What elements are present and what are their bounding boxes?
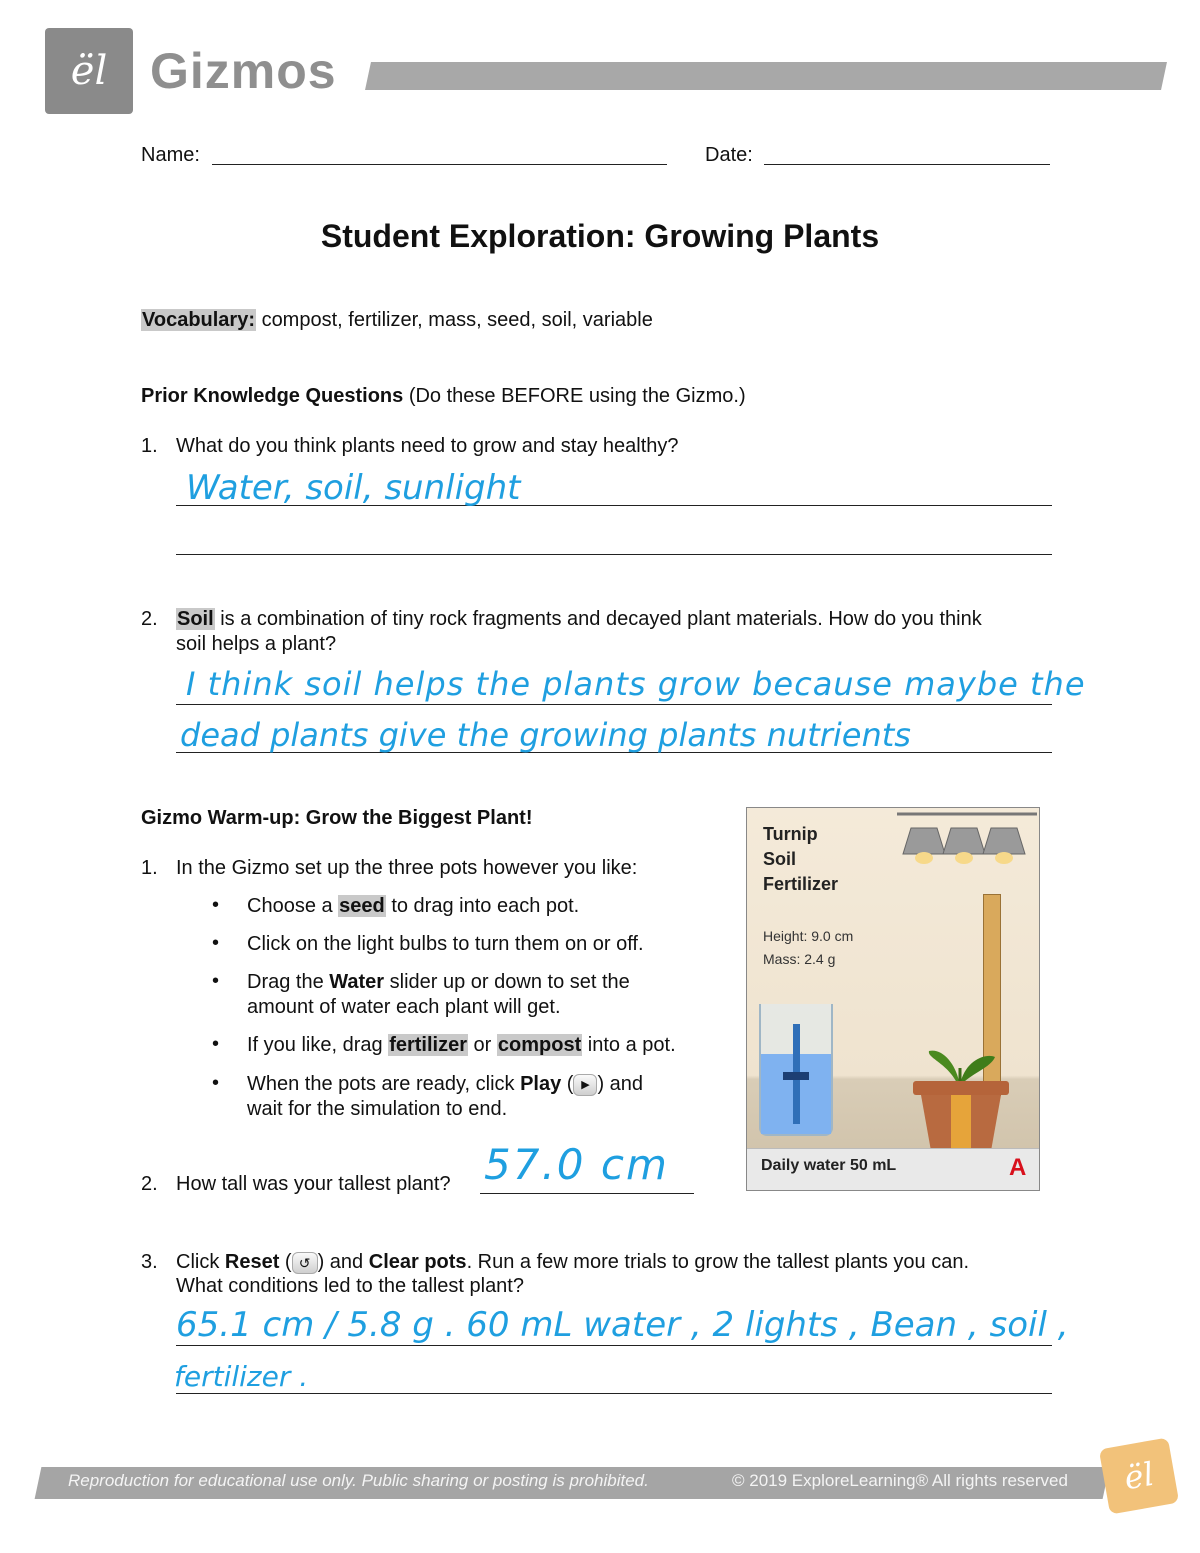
bullet-4-text: If you like, drag [247, 1034, 389, 1056]
q3-handwritten-answer-2: fertilizer . [174, 1360, 309, 1393]
pot-letter: A [1009, 1154, 1027, 1181]
q1-answer-line-2[interactable] [176, 554, 1052, 555]
q3-paren-open: ( [279, 1251, 292, 1273]
clear-pots-term: Clear pots [368, 1251, 467, 1273]
daily-water-label: Daily water [761, 1157, 846, 1174]
q2-handwritten-answer-1: I think soil helps the plants grow because maybe the [186, 665, 1086, 703]
bullet-icon: • [212, 1033, 220, 1055]
bullet-1-text-end: to drag into each pot. [385, 895, 580, 917]
q2-answer-line-1[interactable] [176, 704, 1052, 705]
vocabulary-label: Vocabulary: [142, 309, 255, 331]
brand-name: Gizmos [150, 43, 337, 99]
water-slider-handle[interactable] [783, 1072, 809, 1080]
play-icon: ▶ [573, 1074, 597, 1096]
warmup-q3-text [176, 1250, 969, 1275]
q3-answer-line-1[interactable] [176, 1345, 1052, 1346]
warmup-q2-number: 2. [141, 1173, 158, 1195]
bullet-4 [247, 1033, 676, 1058]
warmup-q1-text: In the Gizmo set up the three pots however you like: [176, 857, 638, 879]
bullet-icon: • [212, 1072, 220, 1094]
header-bar [365, 62, 1167, 90]
sim-additive-label: Fertilizer [763, 874, 839, 894]
play-term: Play [520, 1073, 562, 1095]
q1-handwritten-answer: Water, soil, sunlight [186, 468, 521, 508]
water-term: Water [329, 971, 385, 993]
q3-answer-line-2[interactable] [176, 1393, 1052, 1394]
warmup-heading: Gizmo Warm-up: Grow the Biggest Plant! [141, 807, 533, 829]
bullet-icon: • [212, 932, 220, 954]
bullet-5-text-end: ) and [597, 1073, 644, 1095]
q2-number: 2. [141, 608, 158, 630]
q2-text-line-2: soil helps a plant? [176, 633, 337, 655]
warmup-q2-handwritten-answer: 57.0 cm [484, 1140, 669, 1189]
gizmo-simulation-image [746, 807, 1040, 1191]
q3-text-1: Click [176, 1251, 225, 1273]
date-field[interactable] [764, 164, 1050, 165]
explorelearning-logo: ël [1099, 1437, 1179, 1514]
warmup-q2-text: How tall was your tallest plant? [176, 1173, 451, 1195]
sim-height-readout: Height: 9.0 cm [763, 928, 854, 944]
q3-handwritten-answer-1: 65.1 cm / 5.8 g . 60 mL water , 2 lights , Bean , soil , [176, 1305, 1069, 1345]
fertilizer-term: fertilizer [389, 1034, 467, 1056]
sim-mass-readout: Mass: 2.4 g [763, 951, 836, 967]
gizmos-logo: ël [45, 28, 133, 114]
q2-text-part: is a combination of tiny rock fragments and decayed plant materials. How do you think [214, 608, 982, 630]
q1-text: What do you think plants need to grow and stay healthy? [176, 435, 679, 457]
q2-handwritten-answer-2: dead plants give the growing plants nutrients [180, 716, 911, 754]
bullet-3-text-end: slider up or down to set the [384, 971, 630, 993]
bullet-icon: • [212, 970, 220, 992]
vocabulary [141, 308, 653, 333]
bullet-4-or: or [468, 1034, 497, 1056]
warmup-q3-number: 3. [141, 1251, 158, 1273]
paren-open: ( [561, 1073, 574, 1095]
reset-term: Reset [224, 1251, 280, 1273]
daily-water-readout [761, 1157, 896, 1175]
warmup-q1-number: 1. [141, 857, 158, 879]
bullet-1 [247, 894, 579, 919]
seed-term: seed [339, 895, 385, 917]
bullet-5-text: When the pots are ready, click [247, 1073, 521, 1095]
warmup-q3-line-2: What conditions led to the tallest plant? [176, 1275, 524, 1297]
bullet-5 [247, 1072, 643, 1097]
q2-text [176, 607, 982, 632]
prior-heading-text: Prior Knowledge Questions [141, 385, 404, 407]
plant-pot-icon [907, 1023, 1027, 1153]
reset-icon: ↺ [292, 1252, 318, 1274]
soil-term: Soil [177, 608, 214, 630]
daily-water-value: 50 [849, 1157, 868, 1174]
sim-seed-label: Turnip [763, 824, 818, 844]
bullet-3-text: Drag the [247, 971, 330, 993]
bullet-5-line-2: wait for the simulation to end. [247, 1098, 508, 1120]
date-label: Date: [705, 144, 753, 166]
warmup-q2-answer-line[interactable] [480, 1193, 694, 1194]
name-label: Name: [141, 144, 200, 166]
footer-notice: Reproduction for educational use only. Public sharing or posting is prohibited. [68, 1471, 649, 1490]
bullet-icon: • [212, 894, 220, 916]
compost-term: compost [497, 1034, 582, 1056]
grow-lamps-icon [897, 808, 1037, 868]
footer-copyright: © 2019 ExploreLearning® All rights reserved [732, 1471, 1068, 1490]
vocabulary-terms: compost, fertilizer, mass, seed, soil, variable [261, 309, 653, 331]
q3-text-4: . Run a few more trials to grow the tallest plants you can. [466, 1251, 970, 1273]
prior-knowledge-heading [141, 384, 746, 409]
bullet-1-text: Choose a [247, 895, 339, 917]
q3-text-3: ) and [317, 1251, 369, 1273]
name-field[interactable] [212, 164, 667, 165]
bullet-3-line-2: amount of water each plant will get. [247, 996, 561, 1018]
water-glass [759, 1004, 833, 1136]
page-title: Student Exploration: Growing Plants [320, 218, 880, 254]
q1-number: 1. [141, 435, 158, 457]
bullet-2: Click on the light bulbs to turn them on or off. [247, 933, 644, 955]
daily-water-unit: mL [872, 1157, 897, 1174]
bullet-4-text-end: into a pot. [582, 1034, 676, 1056]
sim-medium-label: Soil [763, 849, 797, 869]
bullet-3 [247, 970, 630, 995]
prior-heading-note: (Do these BEFORE using the Gizmo.) [408, 385, 746, 407]
